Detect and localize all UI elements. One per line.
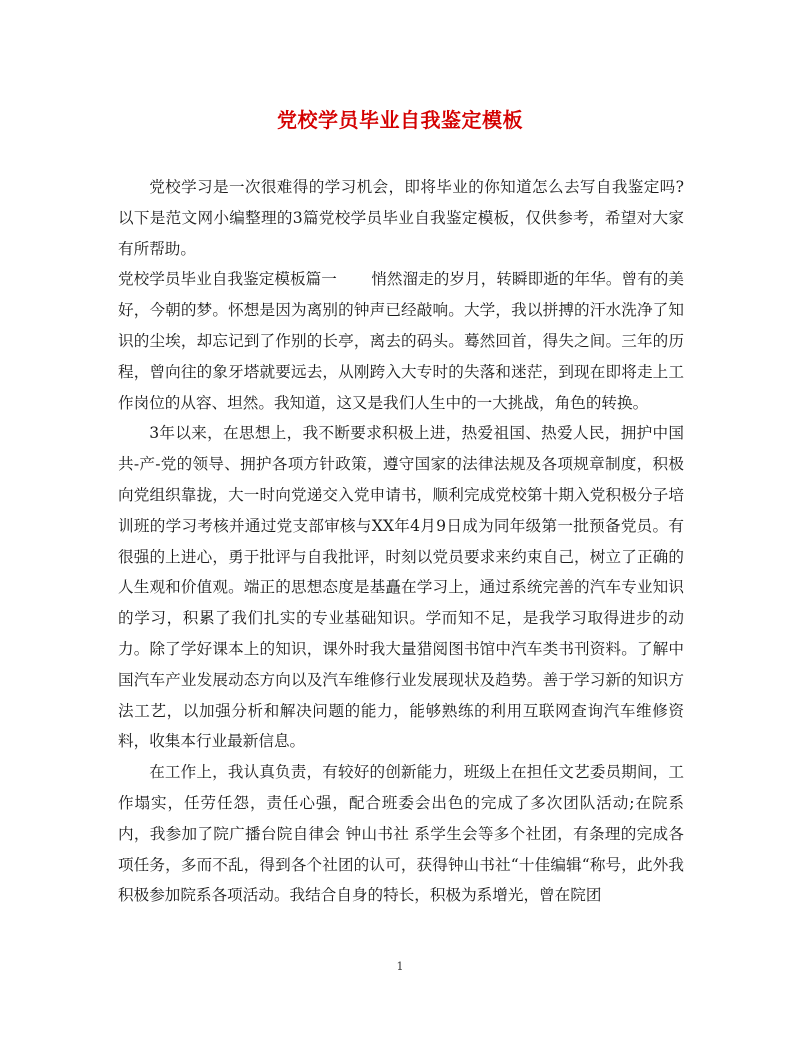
section-heading: 党校学员毕业自我鉴定模板篇一 <box>118 270 337 289</box>
page-number: 1 <box>396 960 404 973</box>
section-one-paragraph <box>118 264 684 418</box>
section-first-text: 悄然溜走的岁月，转瞬即逝的年华。曾有的美好，今朝的梦。怀想是因为离别的钟声已经敲响。大学，我以拼搏的汗水洗净了知识的尘埃，却忘记到了作别的长亭，离去的码头。蓦然回首，得失之间。三年的历程，曾向往的象牙塔就要远去，从刚跨入大专时的失落和迷茫，到现在即将走上工作岗位的从容、坦然。我知道，这又是我们人生中的一大挑战，角色的转换。 <box>118 270 684 412</box>
intro-paragraph: 党校学习是一次很难得的学习机会，即将毕业的你知道怎么去写自我鉴定吗?以下是范文网小编整理的3篇党校学员毕业自我鉴定模板，仅供参考，希望对大家有所帮助。 <box>118 178 684 258</box>
document-body <box>118 172 684 911</box>
paragraph-work: 在工作上，我认真负责，有较好的创新能力，班级上在担任文艺委员期间，工作塌实，任劳任怨，责任心强，配合班委会出色的完成了多次团队活动;在院系内，我参加了院广播台院自律会 钟山书社 系学生会等多个社团，有条理的完成各项任务，多而不乱，得到各个社团的认可，获得钟山书社“十佳编辑“称号，此外我积极参加院系各项活动。我结合自身的特长，积极为系增光，曾在院团 <box>118 763 684 905</box>
paragraph-thought-study: 3年以来，在思想上，我不断要求积极上进，热爱祖国、热爱人民，拥护中国共-产-党的领导、拥护各项方针政策，遵守国家的法律法规及各项规章制度，积极向党组织靠拢，大一时向党递交入党申请书，顺利完成党校第十期入党积极分子培训班的学习考核并通过党支部审核与XX年4月9日成为同年级第一批预备党员。有很强的上进心，勇于批评与自我批评，时刻以党员要求来约束自己，树立了正确的人生观和价值观。端正的思想态度是基矗在学习上，通过系统完善的汽车专业知识的学习，积累了我们扎实的专业基础知识。学而知不足，是我学习取得进步的动力。除了学好课本上的知识，课外时我大量猎阅图书馆中汽车类书刊资料。了解中国汽车产业发展动态方向以及汽车维修行业发展现状及趋势。善于学习新的知识方法工艺，以加强分析和解决问题的能力，能够熟练的利用互联网查询汽车维修资料，收集本行业最新信息。 <box>118 424 684 751</box>
document-title: 党校学员毕业自我鉴定模板 <box>277 108 523 132</box>
